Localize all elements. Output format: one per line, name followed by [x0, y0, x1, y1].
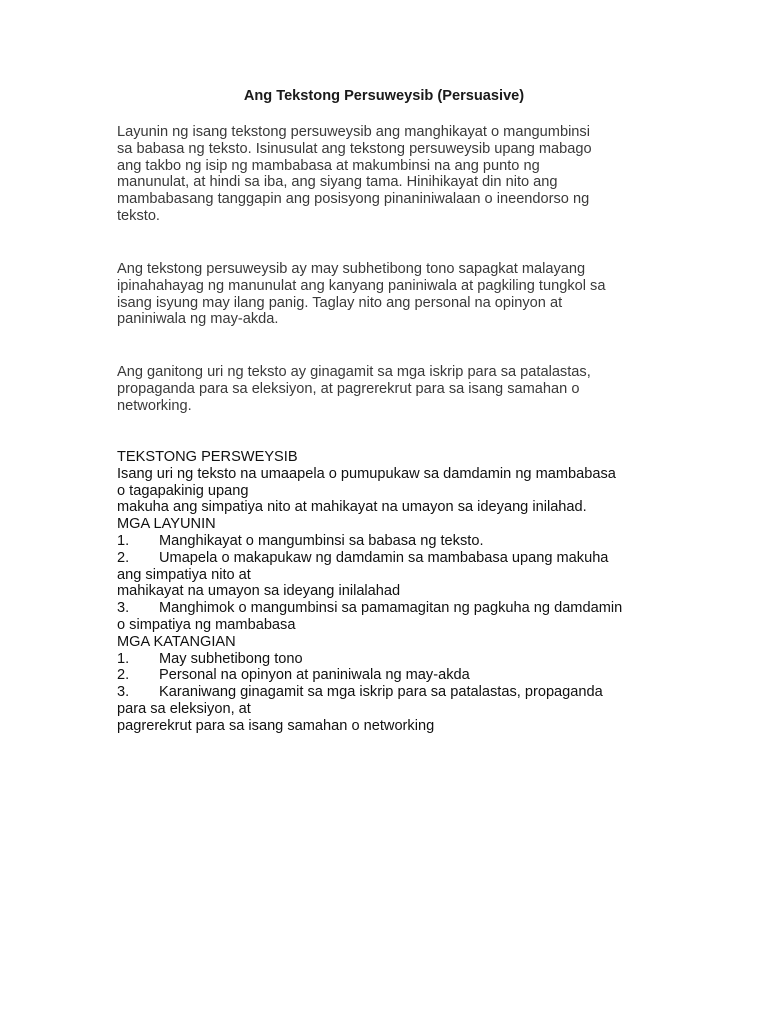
paragraph-3	[117, 364, 657, 414]
definition-line: o tagapakinig upang	[117, 482, 249, 499]
paragraph-line: isang isyung may ilang panig. Taglay nito ang personal na opinyon at	[117, 294, 563, 311]
list-text: Manghimok o mangumbinsi sa pamamagitan ng pagkuha ng damdamin	[159, 600, 623, 617]
list-text: Karaniwang ginagamit sa mga iskrip para sa patalastas, propaganda	[159, 684, 603, 701]
list-text: Manghikayat o mangumbinsi sa babasa ng teksto.	[159, 532, 484, 549]
paragraph-line: ang takbo ng isip ng mambabasa at makumbinsi na ang punto ng	[117, 157, 540, 174]
paragraph-line: ipinahahayag ng manunulat ang kanyang paniniwala at pagkiling tungkol sa	[117, 277, 606, 294]
paragraph-line: Ang ganitong uri ng teksto ay ginagamit sa mga iskrip para sa patalastas,	[117, 364, 591, 380]
list-number: 2.	[117, 667, 130, 684]
list-number: 2.	[117, 549, 130, 566]
list-continuation: pagrerekrut para sa isang samahan o networking	[117, 717, 435, 734]
list-item	[117, 684, 622, 701]
paragraph-line: paniniwala ng may-akda.	[117, 311, 279, 328]
list-continuation: mahikayat na umayon sa ideyang inilalahad	[117, 583, 401, 600]
list-item	[117, 600, 622, 617]
paragraph-line: propaganda para sa eleksiyon, at pagrerekrut para sa isang samahan o	[117, 380, 580, 397]
section-tekstong-persweysib	[117, 449, 622, 735]
paragraph-line: mambabasang tanggapin ang posisyong pinaniniwalaan o ineendorso ng	[117, 191, 590, 208]
list-item	[117, 533, 622, 550]
paragraph-line: manunulat, at hindi sa iba, ang siyang tama. Hinihikayat din nito ang	[117, 174, 558, 191]
document-title: Ang Tekstong Persuweysib (Persuasive)	[243, 88, 525, 104]
paragraph-line: teksto.	[117, 207, 160, 224]
list-number: 3.	[117, 684, 130, 701]
definition-line: Isang uri ng teksto na umaapela o pumupukaw sa damdamin ng mambabasa	[117, 465, 616, 482]
paragraph-line: Ang tekstong persuweysib ay may subhetibong tono sapagkat malayang	[117, 261, 586, 277]
list-text: Umapela o makapukaw ng damdamin sa mambabasa upang makuha	[159, 549, 609, 566]
paragraph-line: sa babasa ng teksto. Isinusulat ang tekstong persuweysib upang mabago	[117, 140, 592, 157]
list-number: 3.	[117, 600, 130, 617]
layunin-heading: MGA LAYUNIN	[117, 516, 216, 533]
list-continuation: ang simpatiya nito at	[117, 566, 251, 583]
paragraph-line: Layunin ng isang tekstong persuweysib ang manghikayat o mangumbinsi	[117, 124, 590, 140]
list-item	[117, 651, 622, 668]
paragraph-2	[117, 261, 657, 328]
list-number: 1.	[117, 650, 130, 667]
list-continuation: o simpatiya ng mambabasa	[117, 616, 296, 633]
definition-line: makuha ang simpatiya nito at mahikayat na umayon sa ideyang inilahad.	[117, 499, 587, 516]
paragraph-1	[117, 124, 657, 225]
section-heading: TEKSTONG PERSWEYSIB	[117, 449, 298, 465]
list-item	[117, 667, 622, 684]
list-number: 1.	[117, 532, 130, 549]
list-text: May subhetibong tono	[159, 650, 303, 667]
list-continuation: para sa eleksiyon, at	[117, 700, 251, 717]
katangian-heading: MGA KATANGIAN	[117, 633, 236, 650]
list-item	[117, 550, 622, 567]
paragraph-line: networking.	[117, 397, 192, 414]
list-text: Personal na opinyon at paniniwala ng may-akda	[159, 667, 470, 684]
